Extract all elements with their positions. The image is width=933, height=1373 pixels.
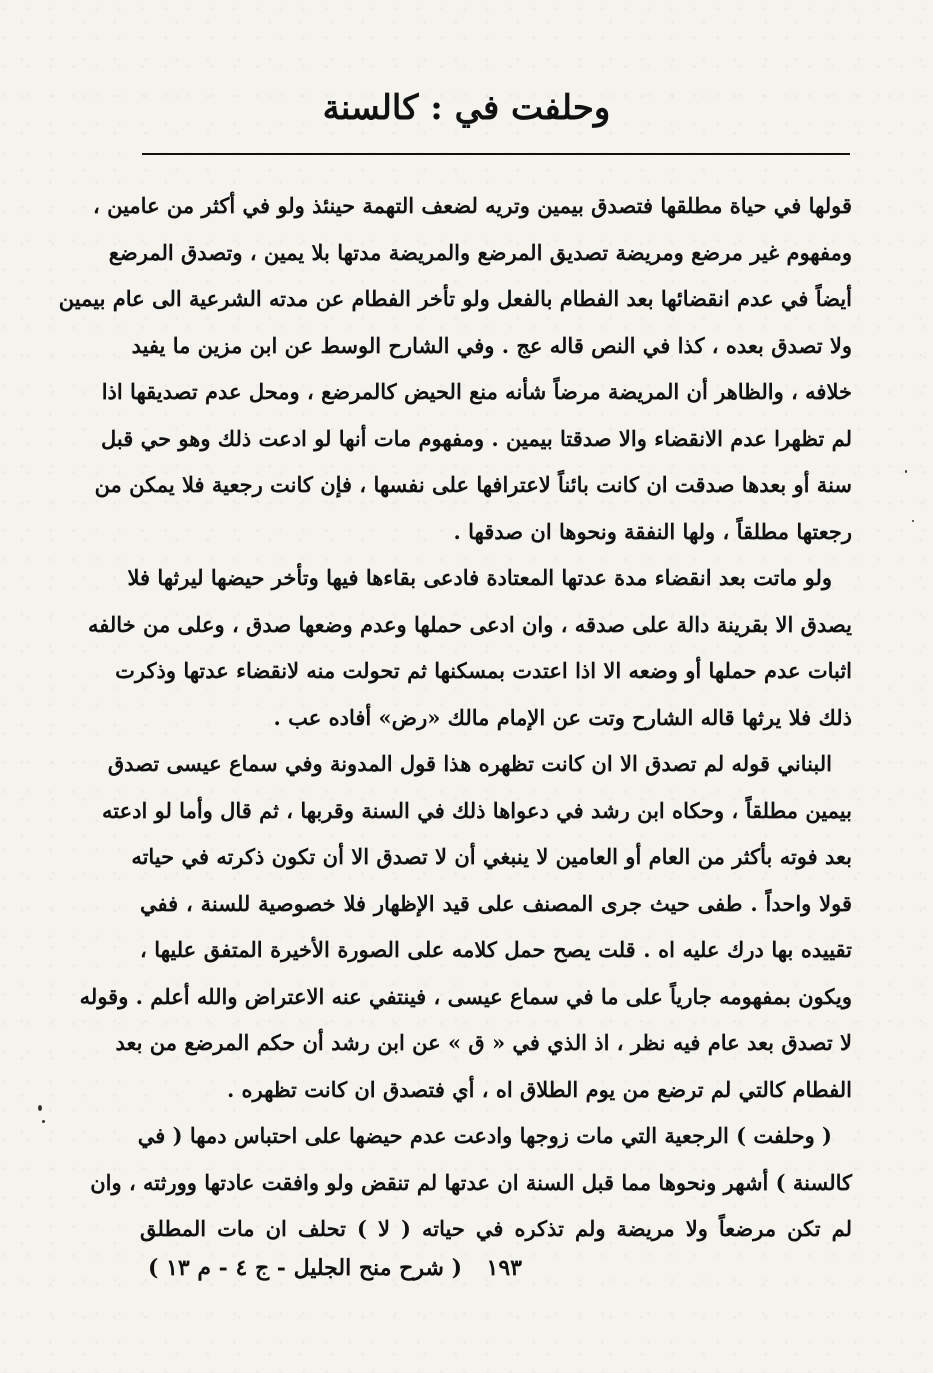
text-line: ( وحلفت ) الرجعية التي مات زوجها وادعت عدم حيضها على احتباس دمها ( في — [137, 1123, 832, 1148]
scan-speck — [912, 520, 914, 522]
scan-speck — [905, 470, 907, 473]
text-line: ذلك فلا يرثها قاله الشارح وتت عن الإمام مالك «رض» أفاده عب . — [273, 704, 852, 730]
scan-speck — [38, 1105, 42, 1111]
header-divider — [142, 153, 850, 155]
text-line: الفطام كالتي لم ترضع من يوم الطلاق اه ، أي فتصدق ان كانت تظهره . — [226, 1076, 852, 1102]
text-line: لا تصدق بعد عام فيه نظر ، اذ الذي في « ق » عن ابن رشد أن حكم المرضع من بعد — [115, 1030, 852, 1055]
text-line: قولها في حياة مطلقها فتصدق بيمين وتريه لضعف التهمة حينئذ ولو في أكثر من عامين ، — [93, 193, 852, 218]
text-line: البناني قوله لم تصدق الا ان كانت تظهره هذا قول المدونة وفي سماع عيسى تصدق — [107, 751, 832, 776]
text-line: بيمين مطلقاً ، وحكاه ابن رشد في دعواها ذلك في السنة وقربها ، ثم قال وأما لو ادعته — [101, 797, 852, 823]
text-line: كالسنة ) أشهر ونحوها مما قبل السنة ان عدتها لم تنقض ولو وافقت عادتها وورثته ، وان — [90, 1169, 852, 1195]
text-line: ويكون بمفهومه جارياً على ما في سماع عيسى ، فينتفي عنه الاعتراض والله أعلم . وقوله — [79, 983, 852, 1009]
text-line: ولا تصدق بعده ، كذا في النص قاله عج . وفي الشارح الوسط عن ابن مزين ما يفيد — [131, 332, 852, 358]
text-line: ومفهوم غير مرضع ومريضة تصديق المرضع والمريضة مدتها بلا يمين ، وتصدق المرضع — [108, 239, 852, 265]
text-line: رجعتها مطلقاً ، ولها النفقة ونحوها ان صدقها . — [453, 518, 852, 544]
text-line: سنة أو بعدها صدقت ان كانت بائناً لاعترافها على نفسها ، فإن كانت رجعية فلا يمكن من — [94, 472, 852, 497]
text-line: أيضاً في عدم انقضائها بعد الفطام بالفعل ولو تأخر الفطام عن مدته الشرعية الى عام بيمين — [58, 286, 852, 311]
text-line: بعد فوته بأكثر من العام أو العامين لا ينبغي أن لا تصدق الا أن تكون ذكرته في حياته — [131, 844, 852, 869]
text-line: قولا واحداً . طفى حيث جرى المصنف على قيد الإظهار فلا خصوصية للسنة ، ففي — [140, 890, 852, 916]
page-title: وحلفت في : كالسنة — [322, 88, 611, 128]
page-footer — [140, 1255, 852, 1295]
text-line: لم تكن مرضعاً ولا مريضة ولم تذكره في حياته ( لا ) تحلف ان مات المطلق — [140, 1216, 852, 1241]
body-text — [58, 183, 852, 1253]
scan-speck — [42, 1120, 45, 1123]
page-number: ١٩٣ — [486, 1255, 522, 1281]
text-line: ولو ماتت بعد انقضاء مدة عدتها المعتادة فادعى بقاءها فيها وتأخر حيضها ليرثها فلا — [127, 565, 832, 590]
text-line: خلافه ، والظاهر أن المريضة مرضاً شأنه منع الحيض كالمرضع ، ومحل عدم تصديقها اذا — [101, 379, 852, 404]
text-line: اثبات عدم حملها أو وضعه الا اذا اعتدت بمسكنها ثم تحولت منه لانقضاء عدتها وذكرت — [115, 658, 852, 683]
text-line: يصدق الا بقرينة دالة على صدقه ، وان ادعى حملها وعدم وضعها صدق ، وعلى من خالفه — [87, 611, 852, 637]
print-signature: ( شرح منح الجليل - ج ٤ - م ١٣ ) — [148, 1255, 462, 1281]
text-line: تقييده بها درك عليه اه . قلت يصح حمل كلامه على الصورة الأخيرة المتفق عليها ، — [140, 937, 852, 962]
text-line: لم تظهرا عدم الانقضاء والا صدقتا بيمين . ومفهوم مات أنها لو ادعت ذلك وهو حي قبل — [101, 425, 852, 451]
